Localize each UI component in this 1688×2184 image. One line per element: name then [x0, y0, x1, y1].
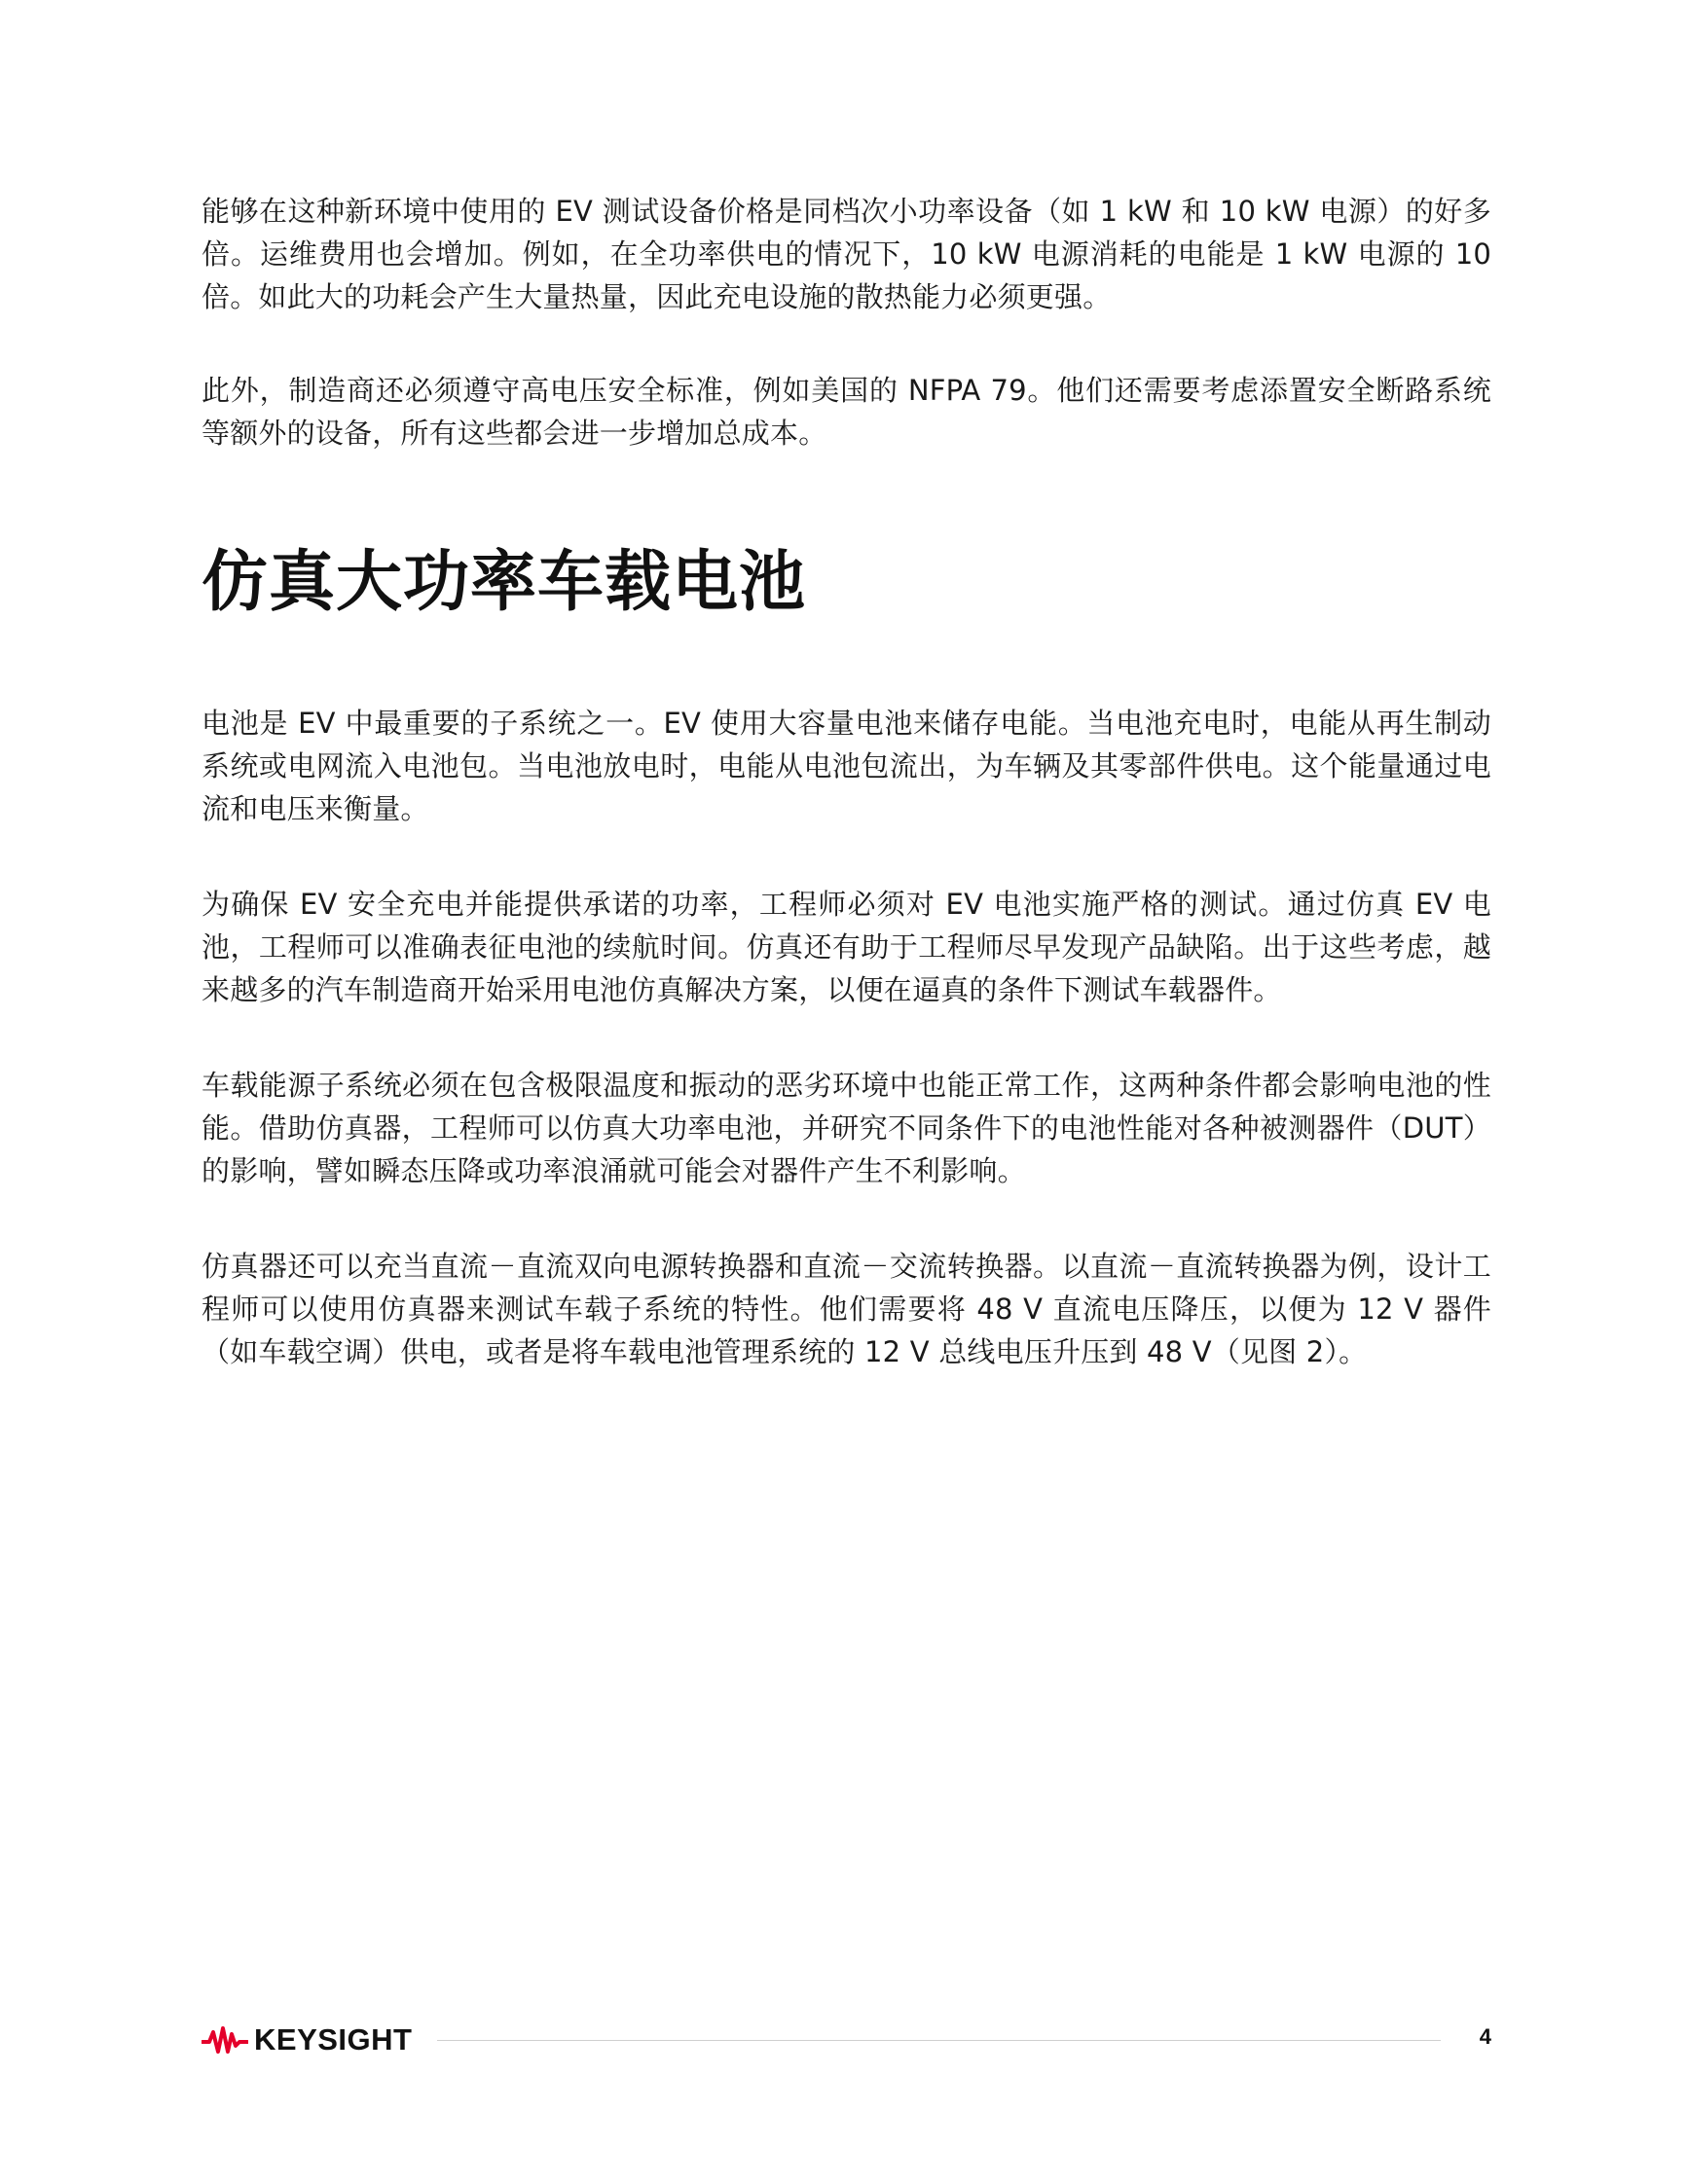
page-footer	[202, 2017, 1491, 2063]
body-paragraph: 能够在这种新环境中使用的 EV 测试设备价格是同档次小功率设备（如 1 kW 和 10 kW 电源）的好多倍。运维费用也会增加。例如，在全功率供电的情况下，10 kW 电源消耗的电能是 1 kW 电源的 10 倍。如此大的功耗会产生大量热量，因此充电设施的散热能力必须更强。	[202, 195, 1491, 313]
section-heading: 仿真大功率车载电池	[202, 544, 807, 621]
body-paragraph: 车载能源子系统必须在包含极限温度和振动的恶劣环境中也能正常工作，这两种条件都会影响电池的性能。借助仿真器，工程师可以仿真大功率电池，并研究不同条件下的电池性能对各种被测器件（DUT）的影响，譬如瞬态压降或功率浪涌就可能会对器件产生不利影响。	[202, 1069, 1491, 1187]
logo-text: KEYSIGHT	[254, 2022, 413, 2057]
body-paragraph: 仿真器还可以充当直流－直流双向电源转换器和直流－交流转换器。以直流－直流转换器为例，设计工程师可以使用仿真器来测试车载子系统的特性。他们需要将 48 V 直流电压降压，以便为 12 V 器件（如车载空调）供电，或者是将车载电池管理系统的 12 V 总线电压升压到 48 V（见图 2）。	[202, 1250, 1491, 1368]
page-content	[202, 190, 1491, 1426]
body-paragraph: 此外，制造商还必须遵守高电压安全标准，例如美国的 NFPA 79。他们还需要考虑添置安全断路系统等额外的设备，所有这些都会进一步增加总成本。	[202, 374, 1491, 450]
body-paragraph: 为确保 EV 安全充电并能提供承诺的功率，工程师必须对 EV 电池实施严格的测试。通过仿真 EV 电池，工程师可以准确表征电池的续航时间。仿真还有助于工程师尽早发现产品缺陷。出于这些考虑，越来越多的汽车制造商开始采用电池仿真解决方案，以便在逼真的条件下测试车载器件。	[202, 888, 1491, 1006]
footer-divider	[437, 2040, 1441, 2041]
keysight-logo	[202, 2017, 412, 2063]
keysight-wave-icon	[202, 2024, 248, 2056]
body-paragraph: 电池是 EV 中最重要的子系统之一。EV 使用大容量电池来储存电能。当电池充电时，电能从再生制动系统或电网流入电池包。当电池放电时，电能从电池包流出，为车辆及其零部件供电。这个能量通过电流和电压来衡量。	[202, 707, 1491, 825]
page-number: 4	[1479, 2024, 1491, 2049]
